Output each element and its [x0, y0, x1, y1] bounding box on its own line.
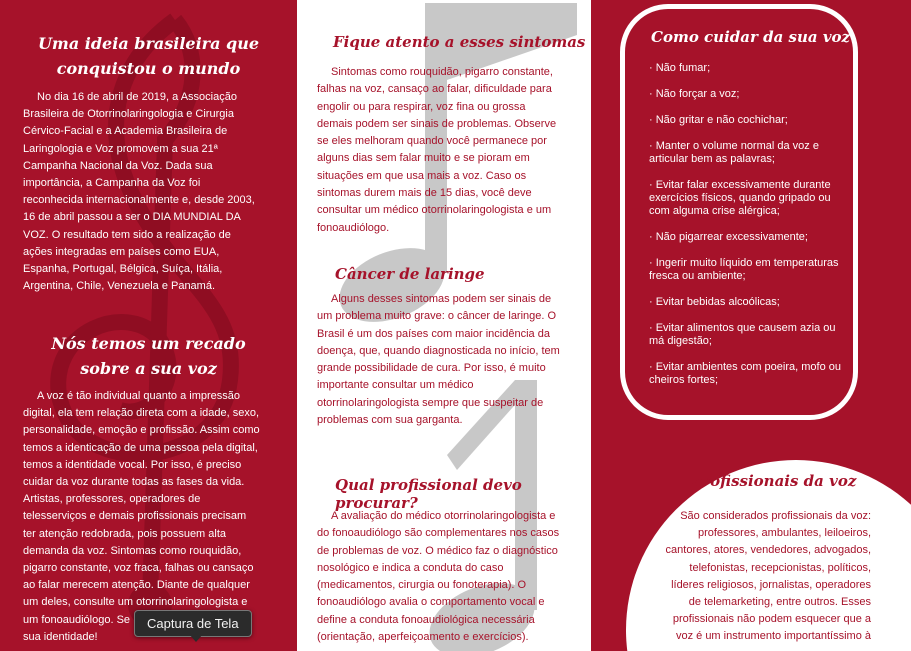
left-panel: [0, 0, 297, 651]
section-title-recado-line1: Nós temos um recado: [51, 334, 246, 353]
care-tip-item: · Não fumar;: [649, 62, 711, 74]
screenshot-tooltip: Captura de Tela: [134, 610, 252, 637]
paragraph-profissional: A avaliação do médico otorrinolaringologista e do fonoaudiólogo são complementares nos casos de problemas de voz. O médico faz o diagnóstico nosológico e indica a conduta do caso (medicamentos, cirurgia ou fonoterapia). O fonoaudiólogo avalia o comportamento vocal e define a conduta fonoaudiológica necessária (orientação, aperfeiçoamento e exercícios).: [317, 510, 560, 644]
care-tip-item: · Evitar ambientes com poeira, mofo ou cheiros fortes;: [649, 361, 841, 386]
section-title-ideia-line2: conquistou o mundo: [56, 59, 241, 78]
care-tip-item: · Ingerir muito líquido em temperaturas fresca ou ambiente;: [649, 257, 839, 282]
section-title-profissionais: Profissionais da voz: [691, 472, 857, 490]
paragraph-sintomas: Sintomas como rouquidão, pigarro constante, falhas na voz, cansaço ao falar, dificuldade para engolir ou para respirar, voz fina ou grossa demais podem ser sinais de problemas. Observe se eles melhoram quando você permanece por alguns dias sem falar muito e se pioram em situações em que usa mais a voz. Caso os sintomas durem mais de 15 dias, você deve consultar um médico otorrinolaringologista e um fonoaudiólogo.: [317, 66, 557, 234]
paragraph-profissionais: São considerados profissionais da voz: professores, ambulantes, leiloeiros, cantores, atores, vendedores, advogados, telefonistas, recepcionistas, políticos, líderes religiosos, jornalistas, operadores de telemarketing, entre outros. Esses profissionais não podem esquecer que a voz é um instrumento importantíssimo à: [665, 510, 871, 643]
tooltip-arrow-icon: [189, 634, 203, 642]
care-tips-list: [649, 62, 845, 400]
section-title-ideia-line1: Uma ideia brasileira que: [37, 34, 260, 53]
paragraph-recado: A voz é tão individual quanto a impressão digital, ela tem relação direta com a idade, sexo, personalidade, emoção e profissão. Assim como temos a identicação de uma pessoa pela digital, temos a identidade vocal. Por isso, é preciso cuidar da voz durante todas as fases da vida. Artistas, professores, operadores de telesserviços e demais profissionais precisam ter atenção redobrada, pois possuem alta demanda da voz. Sintomas como rouquidão, pigarro constante, voz fraca, falhas ou cansaço ao falar merecem atenção. Diante de qualquer um deles, consulte um otorrinolaringologista e um fonoaudiólogo. Se: [23, 390, 260, 626]
care-tip-item: · Manter o volume normal da voz e articular bem as palavras;: [649, 140, 819, 165]
care-tip-item: · Evitar alimentos que causem azia ou má digestão;: [649, 322, 836, 347]
section-title-profissional: Qual profissional devo procurar?: [335, 476, 522, 512]
right-panel: [591, 0, 911, 651]
care-tip-item: · Evitar falar excessivamente durante exercícios físicos, quando gripado ou com alguma crise alérgica;: [649, 179, 831, 217]
section-title-sintomas: Fique atento a esses sintomas: [333, 33, 586, 51]
section-title-recado-line2: sobre a sua voz: [80, 359, 217, 378]
paragraph-cancer: Alguns desses sintomas podem ser sinais de um problema muito grave: o câncer de laringe. O Brasil é um dos países com maior incidência da doença, que, quando diagnosticada no início, tem grande possibilidade de cura. Por isso, é muito importante consultar um médico otorrinolaringologista sempre que suspeitar de problemas com sua garganta.: [317, 293, 560, 427]
care-tip-item: · Não gritar e não cochichar;: [649, 114, 788, 126]
section-title-cuidados: Como cuidar da sua voz: [651, 28, 851, 46]
paragraph-recado-end: sua identidade!: [23, 631, 98, 643]
care-tip-item: · Evitar bebidas alcoólicas;: [649, 296, 780, 308]
paragraph-campanha: No dia 16 de abril de 2019, a Associação Brasileira de Otorrinolaringologia e Cirurgia Cérvico-Facial e a Academia Brasileira de Laringologia e Voz promovem a sua 21ª Campanha Nacional da Voz. Dada sua importância, a Campanha da Voz foi reconhecida internacionalmente e, desde 2003, 16 de abril passou a ser o DIA MUNDIAL DA VOZ. O resultado tem sido a realização de ações integradas em países como EUA, Espanha, Portugal, Bélgica, Suíça, Itália, Argentina, Chile, Venezuela e Panamá.: [23, 91, 255, 293]
middle-panel: [297, 0, 591, 651]
care-tip-item: · Não forçar a voz;: [649, 88, 740, 100]
care-tip-item: · Não pigarrear excessivamente;: [649, 231, 808, 243]
section-title-cancer: Câncer de laringe: [335, 265, 485, 283]
